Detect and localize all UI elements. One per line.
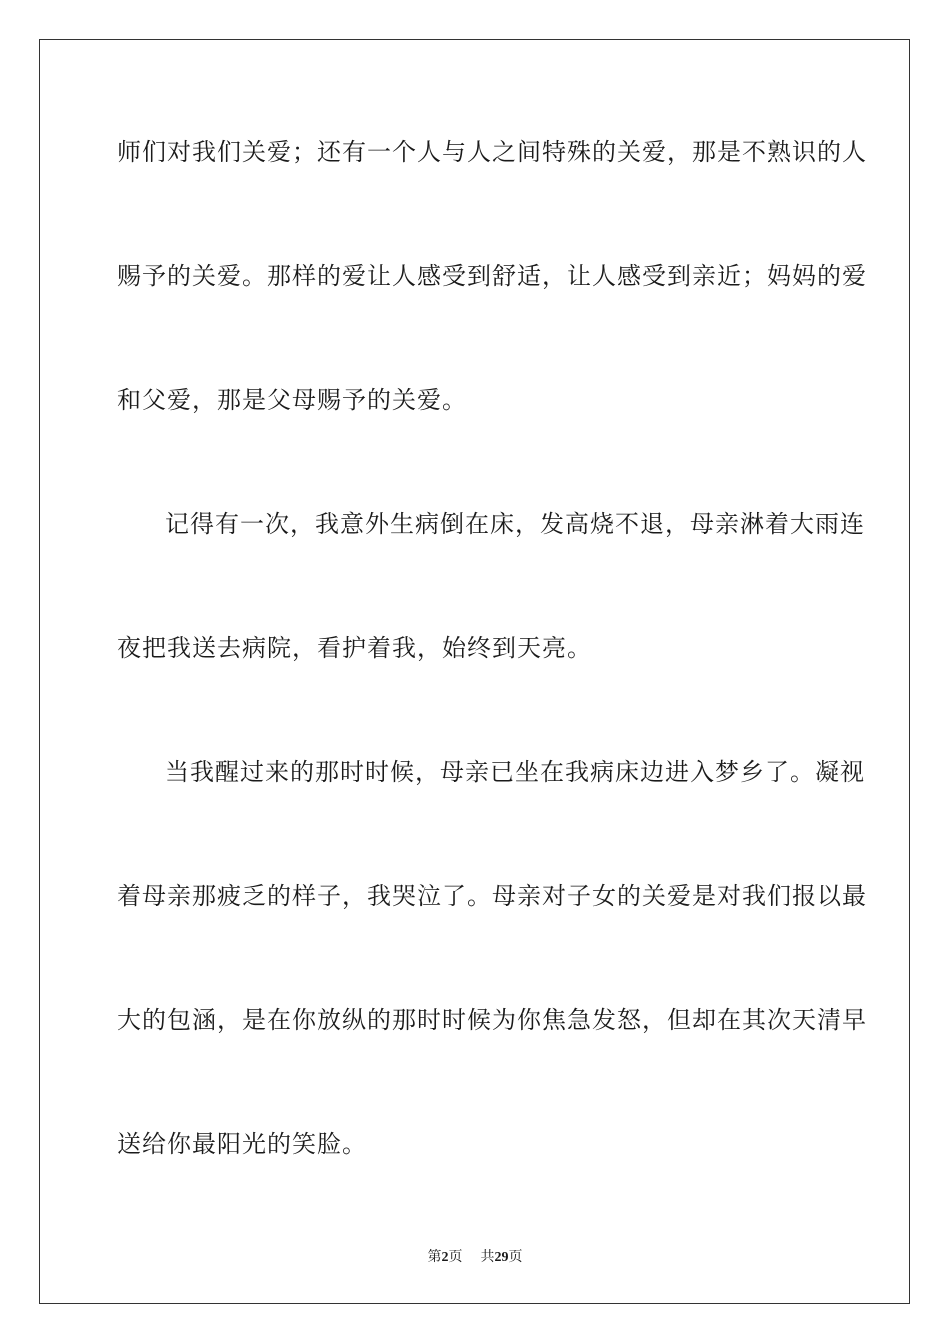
body-line-9: 送给你最阳光的笑脸。 <box>117 1130 367 1158</box>
page-total: 29 <box>494 1250 509 1265</box>
body-line-7: 着母亲那疲乏的样子，我哭泣了。母亲对子女的关爱是对我们报以最 <box>117 882 867 910</box>
total-suffix: 页 <box>508 1249 523 1265</box>
body-line-2: 赐予的关爱。那样的爱让人感受到舒适，让人感受到亲近；妈妈的爱 <box>117 262 867 290</box>
body-line-8: 大的包涵，是在你放纵的那时时候为你焦急发怒，但却在其次天清早 <box>117 1006 867 1034</box>
total-prefix: 共 <box>480 1249 495 1265</box>
body-line-4: 记得有一次，我意外生病倒在床，发高烧不退，母亲淋着大雨连 <box>165 510 865 538</box>
body-line-3: 和父爱，那是父母赐予的关爱。 <box>117 386 467 414</box>
page-footer <box>0 1247 950 1268</box>
page-suffix: 页 <box>448 1249 463 1265</box>
page-prefix: 第 <box>427 1249 442 1265</box>
page-border <box>39 39 910 1304</box>
page-current: 2 <box>441 1250 449 1265</box>
body-line-5: 夜把我送去病院，看护着我，始终到天亮。 <box>117 634 592 662</box>
body-line-1: 师们对我们关爱；还有一个人与人之间特殊的关爱，那是不熟识的人 <box>117 138 867 166</box>
body-line-6: 当我醒过来的那时时候，母亲已坐在我病床边进入梦乡了。凝视 <box>165 758 865 786</box>
